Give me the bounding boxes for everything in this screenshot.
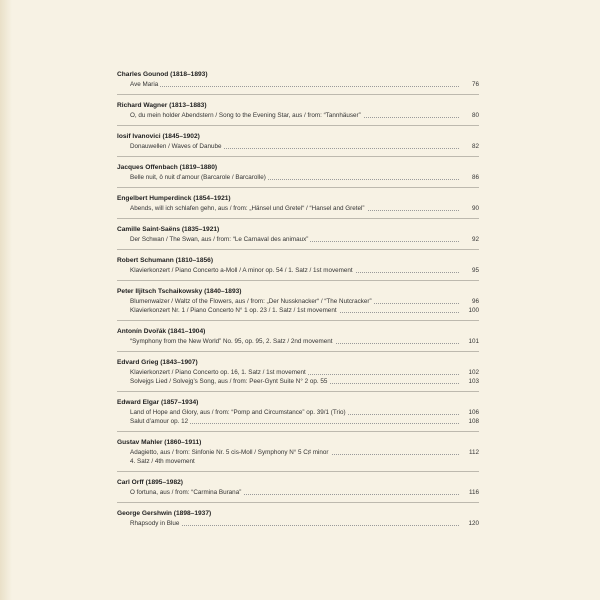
page-number: 95: [459, 266, 479, 275]
toc-section: [117, 509, 479, 528]
toc-entry[interactable]: [117, 111, 479, 120]
section-divider: [117, 249, 479, 250]
entry-title: 4. Satz / 4th movement: [130, 458, 195, 465]
toc-entry[interactable]: [117, 297, 479, 306]
page-number: 90: [459, 204, 479, 213]
entry-title: Land of Hope and Glory, aus / from: “Pomp and Circumstance” op. 39/1 (Trio): [130, 409, 346, 416]
table-of-contents: [117, 70, 479, 528]
composer-heading: Charles Gounod (1818–1893): [117, 71, 208, 78]
toc-section: [117, 398, 479, 426]
toc-section: [117, 287, 479, 315]
toc-section: [117, 478, 479, 497]
entry-title: Der Schwan / The Swan, aus / from: “Le Carnaval des animaux”: [130, 236, 309, 243]
toc-section: [117, 256, 479, 275]
composer-heading: Engelbert Humperdinck (1854–1921): [117, 195, 231, 202]
toc-section: [117, 70, 479, 89]
page-number: 80: [459, 111, 479, 120]
toc-entry[interactable]: [117, 457, 479, 466]
toc-entry[interactable]: [117, 204, 479, 213]
composer-heading: Antonín Dvořák (1841–1904): [117, 328, 206, 335]
composer-heading: Peter Iljitsch Tschaikowsky (1840–1893): [117, 288, 242, 295]
entry-title: Abends, will ich schlafen gehn, aus / from: „Hänsel und Gretel“ / “Hansel and Gretel”: [130, 205, 365, 212]
section-divider: [117, 280, 479, 281]
section-divider: [117, 156, 479, 157]
toc-entry[interactable]: [117, 448, 479, 457]
toc-section: [117, 225, 479, 244]
composer-heading: Jacques Offenbach (1819–1880): [117, 164, 218, 171]
entry-title: Klavierkonzert Nr. 1 / Piano Concerto N° 1 op. 23 / 1. Satz / 1st movement: [130, 307, 337, 314]
section-divider: [117, 431, 479, 432]
page-number: 116: [459, 488, 479, 497]
toc-entry[interactable]: [117, 80, 479, 89]
entry-title: Rhapsody in Blue: [130, 520, 180, 527]
entry-title: Donauwellen / Waves of Danube: [130, 143, 222, 150]
toc-section: [117, 358, 479, 386]
toc-entry[interactable]: [117, 142, 479, 151]
entry-title: Ave Maria: [130, 81, 159, 88]
entry-title: Salut d’amour op. 12: [130, 418, 189, 425]
page-number: 106: [459, 408, 479, 417]
toc-entry[interactable]: [117, 417, 479, 426]
composer-heading: Edward Elgar (1857–1934): [117, 399, 199, 406]
toc-entry[interactable]: [117, 173, 479, 182]
toc-entry[interactable]: [117, 266, 479, 275]
section-divider: [117, 218, 479, 219]
entry-title: Belle nuit, ô nuit d’amour (Barcarole / Barcarolle): [130, 174, 266, 181]
entry-title: O fortuna, aus / from: “Carmina Burana”: [130, 489, 242, 496]
page-number: 103: [459, 377, 479, 386]
toc-section: [117, 327, 479, 346]
entry-title: “Symphony from the New World” No. 95, op. 95, 2. Satz / 2nd movement: [130, 338, 333, 345]
page-number: 100: [459, 306, 479, 315]
section-divider: [117, 351, 479, 352]
section-divider: [117, 187, 479, 188]
entry-title: Klavierkonzert / Piano Concerto op. 16, 1. Satz / 1st movement: [130, 369, 306, 376]
toc-section: [117, 163, 479, 182]
page-number: 82: [459, 142, 479, 151]
page-number: 120: [459, 519, 479, 528]
section-divider: [117, 471, 479, 472]
composer-heading: Richard Wagner (1813–1883): [117, 102, 207, 109]
entry-title: Blumenwalzer / Waltz of the Flowers, aus / from: „Der Nussknacker“ / “The Nutcracker”: [130, 298, 372, 305]
page-number: 102: [459, 368, 479, 377]
composer-heading: Gustav Mahler (1860–1911): [117, 439, 202, 446]
toc-section: [117, 438, 479, 466]
section-divider: [117, 502, 479, 503]
dot-leader: [130, 86, 459, 87]
composer-heading: Robert Schumann (1810–1856): [117, 257, 214, 264]
toc-entry[interactable]: [117, 488, 479, 497]
page-number: 92: [459, 235, 479, 244]
toc-entry[interactable]: [117, 408, 479, 417]
page-number: 86: [459, 173, 479, 182]
toc-section: [117, 132, 479, 151]
section-divider: [117, 391, 479, 392]
composer-heading: Iosif Ivanovici (1845–1902): [117, 133, 200, 140]
page-number: 96: [459, 297, 479, 306]
entry-title: Adagietto, aus / from: Sinfonie Nr. 5 cis-Moll / Symphony N° 5 C♯ minor: [130, 449, 329, 456]
entry-title: Solvejgs Lied / Solvejg’s Song, aus / from: Peer-Gynt Suite N° 2 op. 55: [130, 378, 328, 385]
toc-entry[interactable]: [117, 377, 479, 386]
composer-heading: Carl Orff (1895–1982): [117, 479, 183, 486]
toc-entry[interactable]: [117, 235, 479, 244]
entry-title: Klavierkonzert / Piano Concerto a-Moll / A minor op. 54 / 1. Satz / 1st movement: [130, 267, 353, 274]
toc-entry[interactable]: [117, 368, 479, 377]
section-divider: [117, 94, 479, 95]
composer-heading: Camille Saint-Saëns (1835–1921): [117, 226, 220, 233]
section-divider: [117, 125, 479, 126]
composer-heading: George Gershwin (1898–1937): [117, 510, 212, 517]
page-number: 108: [459, 417, 479, 426]
toc-section: [117, 194, 479, 213]
composer-heading: Edvard Grieg (1843–1907): [117, 359, 198, 366]
toc-entry[interactable]: [117, 306, 479, 315]
section-divider: [117, 320, 479, 321]
page-number: 76: [459, 80, 479, 89]
page-number: 101: [459, 337, 479, 346]
page-binding-edge: [0, 0, 12, 600]
toc-entry[interactable]: [117, 337, 479, 346]
page-number: 112: [459, 448, 479, 457]
toc-entry[interactable]: [117, 519, 479, 528]
toc-section: [117, 101, 479, 120]
entry-title: O, du mein holder Abendstern / Song to the Evening Star, aus / from: “Tannhäuser”: [130, 112, 361, 119]
